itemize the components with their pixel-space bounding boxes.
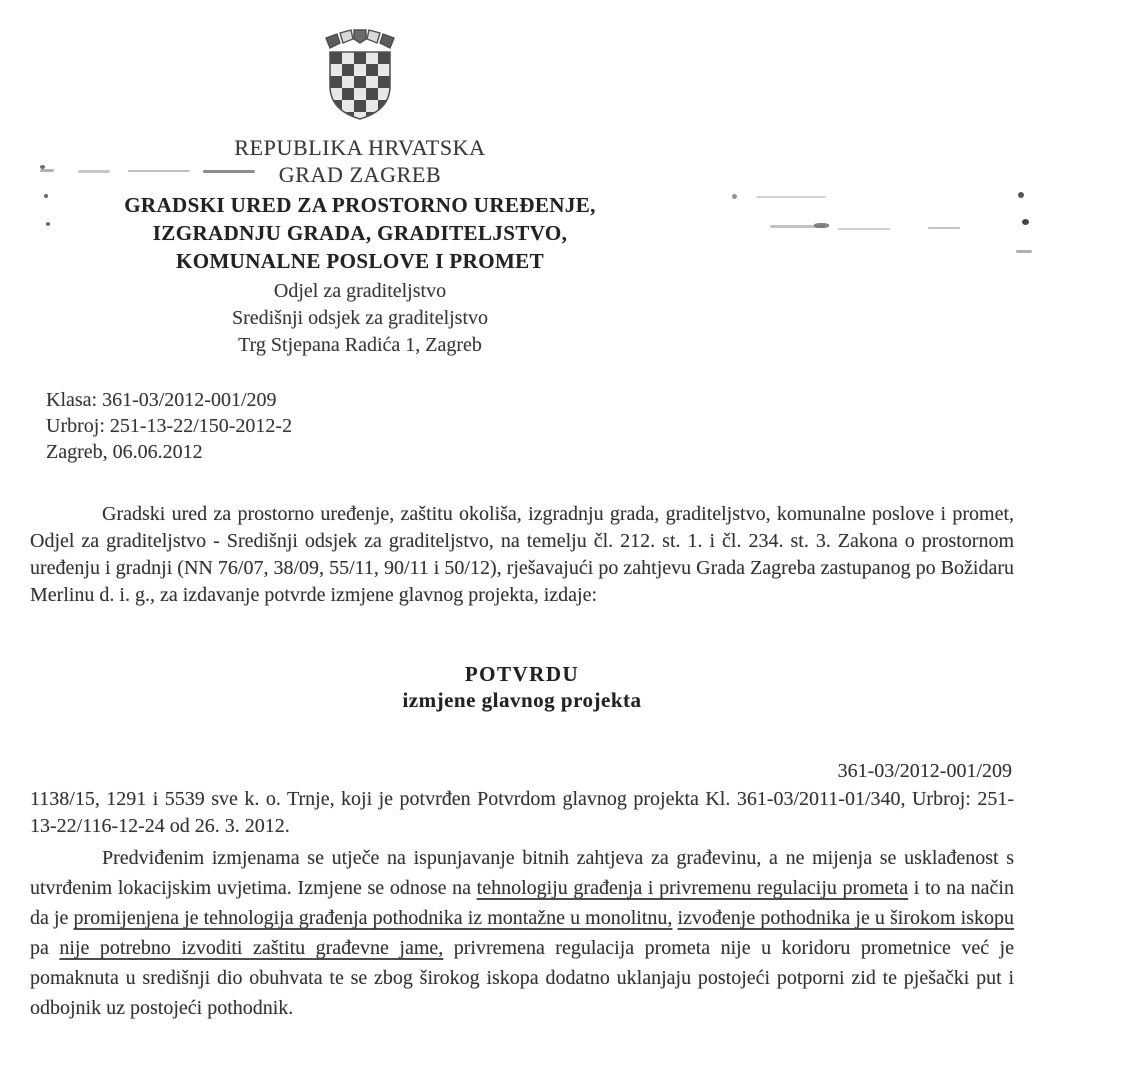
scan-artifact-dot	[732, 194, 737, 199]
office-address: Trg Stjepana Radića 1, Zagreb	[238, 334, 482, 356]
scan-artifact-dot	[44, 194, 48, 198]
document-title: POTVRDU	[464, 662, 580, 686]
croatian-coat-of-arms-icon	[322, 26, 398, 124]
office-name-line-3: KOMUNALNE POSLOVE I PROMET	[175, 249, 544, 273]
scan-artifact-dash	[40, 169, 54, 172]
crest-container	[0, 26, 720, 124]
office-sub-lines	[0, 278, 720, 359]
scan-artifact-dash	[128, 170, 190, 172]
underlined-text: nije potrebno izvoditi zaštitu građevne jame,	[59, 937, 444, 959]
underlined-text: izvođenje pothodnika je u širokom iskopu	[677, 907, 1014, 929]
section-name: Središnji odsjek za graditeljstvo	[231, 307, 489, 329]
plain-text: i to na način da je	[30, 877, 1014, 929]
klasa-line: Klasa: 361-03/2012-001/209	[46, 389, 277, 411]
scan-artifact-smudge	[928, 227, 960, 229]
plain-text: privremena regulacija prometa nije u koridoru prometnice već je pomaknuta u središnji dio obuhvata te se zbog širokog iskopa dodatno uklanjaju postojeći potporni zid te pješački put i odbojnik uz postojeći pothodnik.	[30, 937, 1014, 1019]
parcels-paragraph: 1138/15, 1291 i 5539 sve k. o. Trnje, koji je potvrđen Potvrdom glavnog projekta Kl. 361-03/2011-01/340, Urbroj: 251-13-22/116-12-24 od 26. 3. 2012.	[30, 788, 1014, 837]
scan-artifact-dash	[78, 170, 110, 173]
scan-artifact-dash	[1016, 250, 1032, 253]
office-name-line-1: GRADSKI URED ZA PROSTORNO UREĐENJE,	[124, 193, 596, 217]
scan-artifact-dot	[40, 165, 45, 169]
office-name	[0, 191, 720, 275]
underlined-text: promijenjena je tehnologija građenja pothodnika iz montažne u monolitnu,	[73, 907, 673, 929]
department-name: Odjel za graditeljstvo	[273, 280, 447, 302]
plain-text: pa	[30, 937, 60, 959]
document-title-block	[30, 661, 1014, 714]
place-date-line: Zagreb, 06.06.2012	[46, 441, 203, 463]
underlined-text: tehnologiju građenja i privremenu regulaciju prometa	[476, 877, 909, 899]
crest-crown	[326, 30, 394, 48]
plain-text: Predviđenim izmjenama se utječe na ispunjavanje bitnih zahtjeva za građevinu, a ne mijenja se usklađenost s utvrđenim lokacijskim uvjetima. Izmjene se odnose na	[30, 847, 1014, 899]
scan-artifact-smudge	[838, 228, 890, 230]
office-name-line-2: IZGRADNJU GRADA, GRADITELJSTVO,	[152, 221, 568, 245]
scan-artifact-dash	[203, 170, 255, 173]
country-name: REPUBLIKA HRVATSKA	[234, 135, 486, 160]
intro-paragraph: Gradski ured za prostorno uređenje, zaštitu okoliša, izgradnju grada, graditeljstvo, komunalne poslove i promet, Odjel za graditeljstvo - Središnji odsjek za graditeljstvo, na temelju čl. 212. st. 1. i čl. 234. st. 3. Zakona o prostornom uređenju i gradnji (NN 76/07, 38/09, 55/11, 90/11 i 50/12), rješavajući po zahtjevu Grada Zagreba zastupanog po Božidaru Merlinu d. i. g., za izdavanje potvrde izmjene glavnog projekta, izdaje:	[30, 503, 1014, 606]
scan-artifact-dot	[1022, 219, 1029, 225]
changes-paragraph	[30, 843, 1014, 1023]
reference-block	[46, 387, 1126, 465]
scan-artifact-dot	[46, 222, 50, 226]
document-subtitle: izmjene glavnog projekta	[402, 688, 642, 712]
city-name: GRAD ZAGREB	[278, 162, 442, 187]
urbroj-line: Urbroj: 251-13-22/150-2012-2	[46, 415, 293, 437]
scan-artifact-smudge	[756, 196, 826, 198]
scan-artifact-smudge	[814, 223, 829, 228]
case-number: 361-03/2012-001/209	[837, 760, 1012, 782]
scan-artifact-dot	[1018, 192, 1024, 198]
letterhead	[0, 0, 720, 359]
